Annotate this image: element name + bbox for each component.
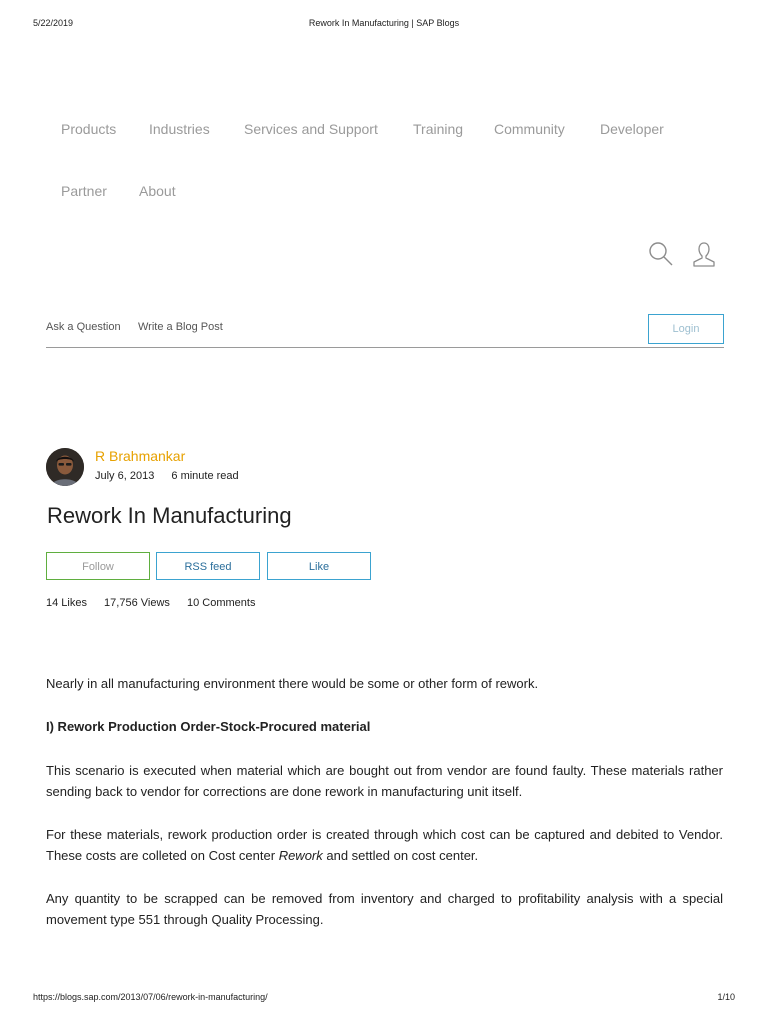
comments-count: 10 Comments (186, 597, 256, 609)
like-button[interactable]: Like (267, 552, 371, 580)
post-date: July 6, 2013 (95, 470, 155, 482)
post-stats (46, 597, 269, 609)
page-number: 1/10 (717, 992, 735, 1002)
likes-count: 14 Likes (46, 597, 87, 609)
paragraph-scrap: Any quantity to be scrapped can be removed from inventory and charged to profitability analysis with a special movement type 551 through Quality Processing. (46, 891, 723, 927)
paragraph-intro: Nearly in all manufacturing environment there would be some or other form of rework. (46, 676, 539, 691)
views-count: 17,756 Views (104, 597, 170, 609)
nav-item-products[interactable]: Products (61, 121, 117, 137)
read-time: 6 minute read (171, 470, 239, 482)
search-icon[interactable] (648, 241, 674, 267)
nav-item-partner[interactable]: Partner (61, 183, 107, 199)
follow-button[interactable]: Follow (46, 552, 150, 580)
post-meta (95, 470, 253, 482)
ask-question-link[interactable]: Ask a Question (46, 321, 121, 333)
rss-feed-button[interactable]: RSS feed (156, 552, 260, 580)
paragraph-cost-capture (46, 825, 723, 866)
avatar[interactable] (46, 448, 84, 486)
write-blog-post-link[interactable]: Write a Blog Post (138, 321, 223, 333)
nav-item-services-and-support[interactable]: Services and Support (244, 121, 378, 137)
divider (46, 347, 724, 348)
print-date: 5/22/2019 (33, 18, 74, 28)
page-url: https://blogs.sap.com/2013/07/06/rework-in-manufacturing/ (33, 992, 268, 1002)
print-title: Rework In Manufacturing | SAP Blogs (308, 18, 460, 28)
nav-item-developer[interactable]: Developer (600, 121, 664, 137)
nav-item-training[interactable]: Training (413, 121, 464, 137)
paragraph-scenario: This scenario is executed when material which are bought out from vendor are found faulty. These materials rather sending back to vendor for corrections are done rework in manufacturing unit itself. (46, 763, 723, 799)
login-button[interactable]: Login (648, 314, 724, 344)
nav-item-industries[interactable]: Industries (149, 121, 210, 137)
nav-item-about[interactable]: About (139, 183, 176, 199)
paragraph-text: and settled on cost center. (322, 847, 479, 863)
section-heading: I) Rework Production Order-Stock-Procured material (46, 719, 371, 734)
author-name-link[interactable]: R Brahmankar (95, 448, 186, 464)
page-title: Rework In Manufacturing (47, 503, 292, 528)
cost-center-name: Rework (278, 847, 323, 863)
nav-item-community[interactable]: Community (494, 121, 565, 137)
paragraph-text: For these materials, rework production order is created through which cost can be captured and debited to Vendor. These costs are colleted on Cost center (46, 827, 723, 863)
user-icon[interactable] (690, 240, 718, 268)
print-header (0, 18, 768, 32)
